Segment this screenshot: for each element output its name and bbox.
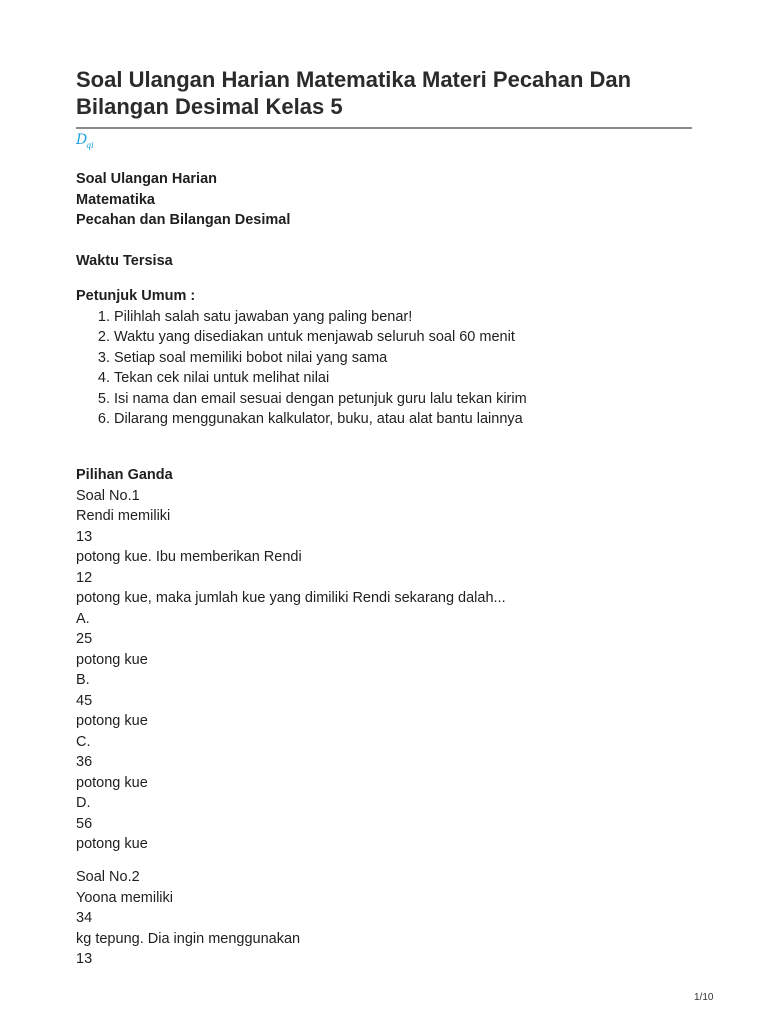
document-title: Soal Ulangan Harian Matematika Materi Pecahan Dan Bilangan Desimal Kelas 5 xyxy=(76,67,632,119)
quiz-header xyxy=(76,169,692,231)
site-logo-icon xyxy=(76,130,100,150)
question-1 xyxy=(76,465,692,855)
option-c-letter: C. xyxy=(76,733,91,750)
option-c-value: 36 xyxy=(76,754,93,770)
quiz-subject: Matematika xyxy=(76,191,155,208)
instructions-title: Petunjuk Umum : xyxy=(76,288,196,304)
question-number: 12 xyxy=(76,569,93,586)
option-a-letter: A. xyxy=(76,610,90,627)
instruction-item: 1. Pilihlah salah satu jawaban yang paling benar! xyxy=(114,307,692,328)
instruction-item: 3. Setiap soal memiliki bobot nilai yang sama xyxy=(114,348,692,369)
title-divider xyxy=(76,127,692,129)
option-b-letter: B. xyxy=(76,672,90,688)
question-text-line: potong kue, maka jumlah kue yang dimiliki Rendi sekarang dalah... xyxy=(76,590,506,606)
question-label: Soal No.2 xyxy=(76,869,140,885)
time-remaining-label: Waktu Tersisa xyxy=(76,253,173,269)
option-b-unit: potong kue xyxy=(76,713,148,729)
option-c-unit: potong kue xyxy=(76,774,148,791)
option-d-value: 56 xyxy=(76,815,93,832)
instruction-item: 6. Dilarang menggunakan kalkulator, buku, atau alat bantu lainnya xyxy=(114,409,692,430)
quiz-topic: Pecahan dan Bilangan Desimal xyxy=(76,212,291,228)
instructions-list xyxy=(76,307,692,430)
option-a-unit: potong kue xyxy=(76,651,148,668)
option-b-value: 45 xyxy=(76,692,93,709)
option-a-value: 25 xyxy=(76,631,93,647)
question-text-line: Yoona memiliki xyxy=(76,889,173,906)
question-label: Soal No.1 xyxy=(76,487,140,504)
question-number: 13 xyxy=(76,951,93,967)
question-text-line: Rendi memiliki xyxy=(76,508,171,524)
option-d-unit: potong kue xyxy=(76,836,148,852)
page-number: 1/10 xyxy=(694,992,714,1003)
option-d-letter: D. xyxy=(76,795,91,811)
instructions xyxy=(76,286,692,430)
logo-glyph-d: D xyxy=(76,132,88,148)
question-2 xyxy=(76,867,692,970)
instruction-item: 5. Isi nama dan email sesuai dengan petunjuk guru lalu tekan kirim xyxy=(114,389,692,410)
instruction-item: 2. Waktu yang disediakan untuk menjawab seluruh soal 60 menit xyxy=(114,327,692,348)
quiz-type: Soal Ulangan Harian xyxy=(76,171,218,187)
logo-glyph-qi: qi xyxy=(86,141,94,150)
question-text-line: kg tepung. Dia ingin menggunakan xyxy=(76,930,301,947)
question-text-line: potong kue. Ibu memberikan Rendi xyxy=(76,549,302,565)
section-title: Pilihan Ganda xyxy=(76,467,173,483)
question-number: 34 xyxy=(76,910,93,926)
question-number: 13 xyxy=(76,528,93,545)
instruction-item: 4. Tekan cek nilai untuk melihat nilai xyxy=(114,368,692,389)
